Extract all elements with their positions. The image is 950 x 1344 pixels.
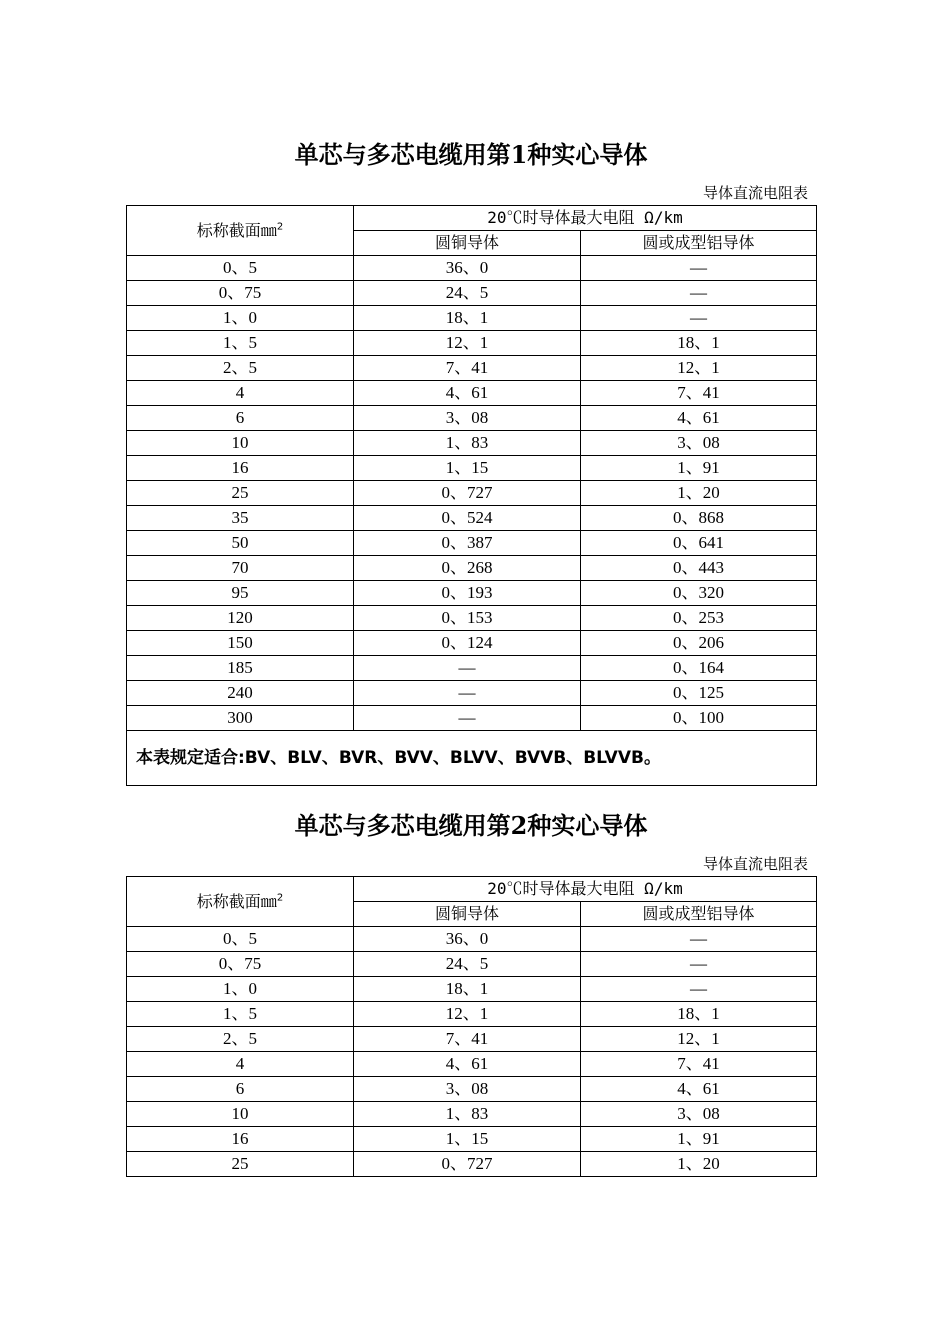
cell-aluminum-resistance: 12、1 xyxy=(581,1027,817,1052)
table-row xyxy=(127,556,817,581)
table-row xyxy=(127,1127,817,1152)
cell-cross-section: 1、5 xyxy=(127,331,354,356)
cell-cross-section: 2、5 xyxy=(127,356,354,381)
cell-aluminum-resistance: 1、20 xyxy=(581,481,817,506)
cell-cross-section: 16 xyxy=(127,1127,354,1152)
cell-cross-section: 25 xyxy=(127,481,354,506)
cell-aluminum-resistance: — xyxy=(581,281,817,306)
column-group-header-max-resistance: 20℃时导体最大电阻 Ω/km xyxy=(354,877,817,902)
table-body xyxy=(127,256,817,731)
cell-aluminum-resistance: — xyxy=(581,256,817,281)
cell-cross-section: 35 xyxy=(127,506,354,531)
cell-copper-resistance: 1、15 xyxy=(354,456,581,481)
cell-copper-resistance: 12、1 xyxy=(354,331,581,356)
cell-cross-section: 1、0 xyxy=(127,306,354,331)
cell-aluminum-resistance: 18、1 xyxy=(581,331,817,356)
cell-aluminum-resistance: — xyxy=(581,927,817,952)
table-row xyxy=(127,331,817,356)
table-row xyxy=(127,606,817,631)
resistance-table xyxy=(126,876,817,1177)
cell-aluminum-resistance: 0、206 xyxy=(581,631,817,656)
cell-copper-resistance: 24、5 xyxy=(354,952,581,977)
table-row xyxy=(127,481,817,506)
cell-cross-section: 4 xyxy=(127,1052,354,1077)
cell-cross-section: 4 xyxy=(127,381,354,406)
cell-cross-section: 2、5 xyxy=(127,1027,354,1052)
cell-aluminum-resistance: 7、41 xyxy=(581,381,817,406)
cell-copper-resistance: 36、0 xyxy=(354,927,581,952)
cell-copper-resistance: 3、08 xyxy=(354,406,581,431)
cell-copper-resistance: 0、268 xyxy=(354,556,581,581)
table-row xyxy=(127,581,817,606)
section-title: 单芯与多芯电缆用第1种实心导体 xyxy=(294,140,648,169)
cell-copper-resistance: 18、1 xyxy=(354,306,581,331)
cell-copper-resistance: 1、15 xyxy=(354,1127,581,1152)
cell-copper-resistance: 36、0 xyxy=(354,256,581,281)
table-row xyxy=(127,1102,817,1127)
table-row xyxy=(127,1052,817,1077)
cell-cross-section: 50 xyxy=(127,531,354,556)
table-row xyxy=(127,531,817,556)
cell-copper-resistance: 12、1 xyxy=(354,1002,581,1027)
cell-copper-resistance: 0、727 xyxy=(354,481,581,506)
cell-aluminum-resistance: 4、61 xyxy=(581,406,817,431)
cell-cross-section: 10 xyxy=(127,431,354,456)
section-title: 单芯与多芯电缆用第2种实心导体 xyxy=(294,811,648,840)
cell-cross-section: 16 xyxy=(127,456,354,481)
cell-copper-resistance: — xyxy=(354,656,581,681)
cell-cross-section: 1、0 xyxy=(127,977,354,1002)
cell-copper-resistance: 7、41 xyxy=(354,356,581,381)
cell-cross-section: 6 xyxy=(127,1077,354,1102)
cell-cross-section: 0、5 xyxy=(127,256,354,281)
cell-copper-resistance: 3、08 xyxy=(354,1077,581,1102)
cell-copper-resistance: 24、5 xyxy=(354,281,581,306)
cell-copper-resistance: 7、41 xyxy=(354,1027,581,1052)
column-header-aluminum: 圆或成型铝导体 xyxy=(581,231,817,256)
table-body xyxy=(127,927,817,1177)
column-header-copper: 圆铜导体 xyxy=(354,902,581,927)
cell-aluminum-resistance: 4、61 xyxy=(581,1077,817,1102)
table-row xyxy=(127,927,817,952)
table-row xyxy=(127,381,817,406)
table-note: 本表规定适合:BV、BLV、BVR、BVV、BLVV、BVVB、BLVVB。 xyxy=(127,731,817,786)
cell-copper-resistance: — xyxy=(354,681,581,706)
cell-cross-section: 0、75 xyxy=(127,281,354,306)
column-group-header-max-resistance: 20℃时导体最大电阻 Ω/km xyxy=(354,206,817,231)
table-row xyxy=(127,631,817,656)
cell-aluminum-resistance: — xyxy=(581,952,817,977)
cell-copper-resistance: 1、83 xyxy=(354,431,581,456)
table-row xyxy=(127,456,817,481)
cell-aluminum-resistance: 0、100 xyxy=(581,706,817,731)
cell-copper-resistance: 1、83 xyxy=(354,1102,581,1127)
table-row xyxy=(127,1002,817,1027)
table-row xyxy=(127,706,817,731)
cell-aluminum-resistance: 1、91 xyxy=(581,456,817,481)
cell-cross-section: 300 xyxy=(127,706,354,731)
cell-copper-resistance: — xyxy=(354,706,581,731)
cell-aluminum-resistance: 0、641 xyxy=(581,531,817,556)
table-row xyxy=(127,656,817,681)
cell-cross-section: 0、75 xyxy=(127,952,354,977)
cell-cross-section: 6 xyxy=(127,406,354,431)
cell-aluminum-resistance: 0、320 xyxy=(581,581,817,606)
cell-aluminum-resistance: 0、868 xyxy=(581,506,817,531)
cell-cross-section: 1、5 xyxy=(127,1002,354,1027)
cell-copper-resistance: 18、1 xyxy=(354,977,581,1002)
cell-copper-resistance: 0、727 xyxy=(354,1152,581,1177)
resistance-table xyxy=(126,205,817,786)
cell-aluminum-resistance: 1、91 xyxy=(581,1127,817,1152)
column-header-cross-section: 标称截面㎜$^2$ xyxy=(127,877,354,927)
table-row xyxy=(127,977,817,1002)
table-row xyxy=(127,1152,817,1177)
column-header-cross-section: 标称截面㎜$^2$ xyxy=(127,206,354,256)
cell-cross-section: 120 xyxy=(127,606,354,631)
table-row xyxy=(127,431,817,456)
cell-cross-section: 185 xyxy=(127,656,354,681)
cell-copper-resistance: 4、61 xyxy=(354,1052,581,1077)
cell-cross-section: 70 xyxy=(127,556,354,581)
cell-aluminum-resistance: 3、08 xyxy=(581,431,817,456)
table-row xyxy=(127,356,817,381)
cell-copper-resistance: 0、524 xyxy=(354,506,581,531)
cell-copper-resistance: 0、153 xyxy=(354,606,581,631)
cell-copper-resistance: 0、124 xyxy=(354,631,581,656)
table-row xyxy=(127,681,817,706)
cell-copper-resistance: 4、61 xyxy=(354,381,581,406)
table-row xyxy=(127,306,817,331)
table-caption: 导体直流电阻表 xyxy=(702,184,808,202)
table-row xyxy=(127,256,817,281)
cell-aluminum-resistance: 3、08 xyxy=(581,1102,817,1127)
cell-aluminum-resistance: 12、1 xyxy=(581,356,817,381)
cell-cross-section: 25 xyxy=(127,1152,354,1177)
cell-cross-section: 0、5 xyxy=(127,927,354,952)
cell-aluminum-resistance: — xyxy=(581,306,817,331)
cell-cross-section: 10 xyxy=(127,1102,354,1127)
cell-aluminum-resistance: 1、20 xyxy=(581,1152,817,1177)
table-row xyxy=(127,406,817,431)
cell-aluminum-resistance: 0、164 xyxy=(581,656,817,681)
cell-aluminum-resistance: 0、125 xyxy=(581,681,817,706)
column-header-copper: 圆铜导体 xyxy=(354,231,581,256)
table-row xyxy=(127,281,817,306)
cell-aluminum-resistance: 0、253 xyxy=(581,606,817,631)
cell-copper-resistance: 0、387 xyxy=(354,531,581,556)
cell-aluminum-resistance: 7、41 xyxy=(581,1052,817,1077)
table-row xyxy=(127,1027,817,1052)
cell-cross-section: 150 xyxy=(127,631,354,656)
table-row xyxy=(127,1077,817,1102)
column-header-aluminum: 圆或成型铝导体 xyxy=(581,902,817,927)
cell-cross-section: 95 xyxy=(127,581,354,606)
cell-copper-resistance: 0、193 xyxy=(354,581,581,606)
table-row xyxy=(127,506,817,531)
table-row xyxy=(127,952,817,977)
cell-cross-section: 240 xyxy=(127,681,354,706)
table-caption: 导体直流电阻表 xyxy=(702,855,808,873)
cell-aluminum-resistance: — xyxy=(581,977,817,1002)
cell-aluminum-resistance: 18、1 xyxy=(581,1002,817,1027)
cell-aluminum-resistance: 0、443 xyxy=(581,556,817,581)
